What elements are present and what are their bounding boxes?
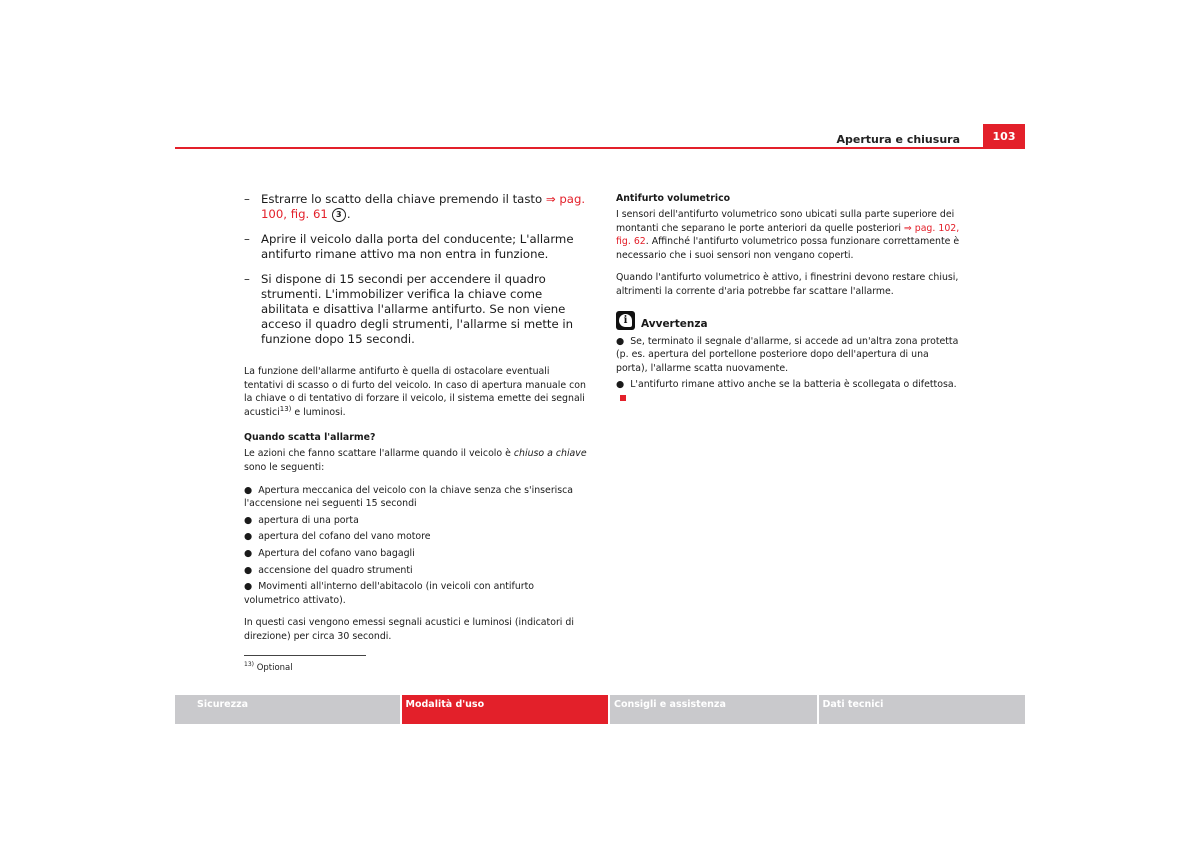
warning-text: L'antifurto rimane attivo anche se la batteria è scollegata o difettosa. xyxy=(630,379,957,391)
step-item xyxy=(244,232,589,262)
list-item-text: apertura di una porta xyxy=(258,514,359,526)
step-item xyxy=(244,272,589,347)
step-text: Aprire il veicolo dalla porta del conducente; L'allarme antifurto rimane attivo ma non entra in funzione. xyxy=(261,232,574,261)
warning-item xyxy=(616,378,961,405)
warning-label: Avvertenza xyxy=(641,317,708,330)
header-rule xyxy=(175,147,1025,149)
footnote xyxy=(244,663,293,673)
section-heading: Antifurto volumetrico xyxy=(616,193,731,204)
trigger-heading: Quando scatta l'allarme? xyxy=(244,432,376,444)
bullet-dot-icon: ● xyxy=(244,531,253,543)
page-link[interactable]: ⇒ pag. 102, fig. 62 xyxy=(616,222,960,248)
trigger-paragraph xyxy=(244,447,589,474)
window-paragraph: Quando l'antifurto volumetrico è attivo, i finestrini devono restare chiusi, altrimenti la corrente d'aria potrebbe far scattare l'allarme. xyxy=(616,272,959,297)
footnote-ref[interactable]: 13) xyxy=(279,404,292,413)
sensor-text-end: . Affinché l'antifurto volumetrico possa funzionare correttamente è necessario che i suoi sensori non vengano coperti. xyxy=(616,236,960,261)
intro-text: La funzione dell'allarme antifurto è quella di ostacolare eventuali tentativi di scasso o di furto del veicolo. In caso di apertura manuale con la chiave o di tentativo di forzare il veicolo, il sistema emette dei segnali acustici xyxy=(244,366,586,418)
left-column xyxy=(244,192,589,653)
warning-text: Se, terminato il segnale d'allarme, si accede ad un'altra zona protetta (p. es. apertura del portellone posteriore dopo dell'apertura di una porta), l'allarme scatta nuovamente. xyxy=(616,335,959,374)
tab-sicurezza[interactable]: Sicurezza xyxy=(175,695,400,724)
list-item-text: apertura del cofano del vano motore xyxy=(258,531,431,543)
bullet-dot-icon: ● xyxy=(244,484,253,496)
bullet-dot-icon: ● xyxy=(244,514,253,526)
warning-header xyxy=(616,311,961,330)
closing-paragraph: In questi casi vengono emessi segnali acustici e luminosi (indicatori di direzione) per circa 30 secondi. xyxy=(244,617,574,642)
step-text: Si dispone di 15 secondi per accendere il quadro strumenti. L'immobilizer verifica la chiave come abilitata e disattiva l'allarme antifurto. Se non viene acceso il quadro degli strumenti, l'allarme si mette in funzione dopo 15 secondi. xyxy=(261,272,574,346)
list-item xyxy=(244,530,589,544)
footnote-rule xyxy=(244,655,366,656)
trigger-italic: chiuso a chiave xyxy=(513,448,587,460)
dash-marker: – xyxy=(244,272,250,286)
bullet-dot-icon: ● xyxy=(244,564,253,576)
sensor-paragraph xyxy=(616,208,961,262)
list-item xyxy=(244,514,589,528)
list-item xyxy=(244,564,589,578)
info-icon: i xyxy=(616,311,635,330)
list-item xyxy=(244,484,589,511)
list-item xyxy=(244,580,589,607)
intro-text-end: e luminosi. xyxy=(291,406,346,418)
step-end: . xyxy=(346,207,351,221)
bullet-dot-icon: ● xyxy=(616,379,625,391)
list-item xyxy=(244,547,589,561)
bullet-dot-icon: ● xyxy=(244,581,253,593)
callout-number: 3 xyxy=(332,208,346,222)
end-square-icon xyxy=(620,395,626,401)
trigger-text: Le azioni che fanno scattare l'allarme quando il veicolo è xyxy=(244,448,514,460)
page-number: 103 xyxy=(983,124,1025,148)
page-link[interactable]: ⇒ pag. 100, fig. 61 xyxy=(261,192,586,221)
dash-marker: – xyxy=(244,192,250,206)
footer-tabs xyxy=(175,695,1025,724)
trigger-text-end: sono le seguenti: xyxy=(244,461,325,473)
tab-dati-tecnici[interactable]: Dati tecnici xyxy=(819,695,1026,724)
tab-consigli-assistenza[interactable]: Consigli e assistenza xyxy=(610,695,817,724)
list-item-text: Apertura del cofano vano bagagli xyxy=(258,547,415,559)
footnote-text: Optional xyxy=(256,663,293,673)
step-text: Estrarre lo scatto della chiave premendo il tasto xyxy=(261,192,546,206)
tab-modalita-uso[interactable]: Modalità d'uso xyxy=(402,695,609,724)
list-item-text: Movimenti all'interno dell'abitacolo (in veicoli con antifurto volumetrico attivato). xyxy=(244,581,535,606)
sensor-text: I sensori dell'antifurto volumetrico sono ubicati sulla parte superiore dei montanti che separano le porte anteriori da quelle posteriori xyxy=(616,209,955,234)
intro-paragraph xyxy=(244,365,589,419)
bullet-dot-icon: ● xyxy=(616,335,625,347)
header-title: Apertura e chiusura xyxy=(836,133,960,146)
list-item-text: Apertura meccanica del veicolo con la chiave senza che s'inserisca l'accensione nei seguenti 15 secondi xyxy=(244,484,574,510)
right-column xyxy=(616,192,961,409)
footnote-number: 13) xyxy=(244,661,254,669)
dash-marker: – xyxy=(244,232,250,246)
list-item-text: accensione del quadro strumenti xyxy=(258,564,413,576)
step-item xyxy=(244,192,589,222)
warning-item xyxy=(616,335,961,376)
bullet-dot-icon: ● xyxy=(244,547,253,559)
